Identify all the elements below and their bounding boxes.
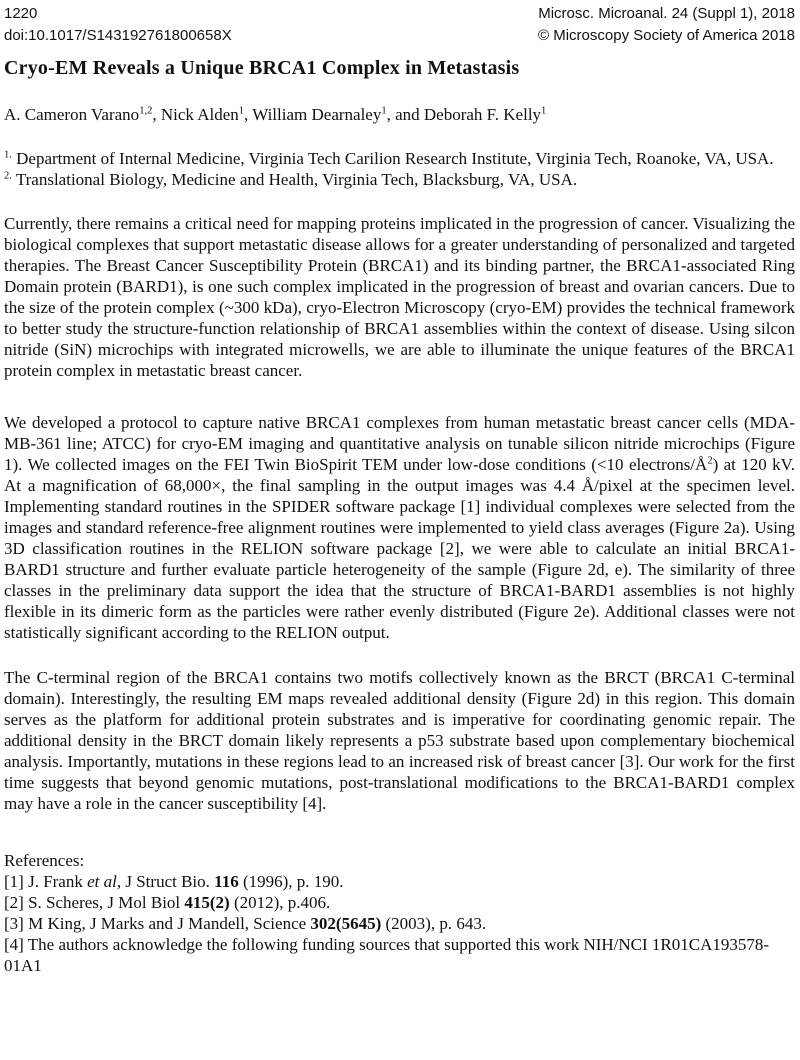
page-header — [4, 3, 795, 47]
copyright-notice: © Microscopy Society of America 2018 — [538, 27, 795, 44]
affiliations-block — [4, 148, 795, 190]
header-right — [538, 3, 795, 47]
reference-item-4: [4] The authors acknowledge the following funding sources that supported this work NIH/NCI 1R01CA193578-01A1 — [4, 935, 770, 975]
paragraph-methods: We developed a protocol to capture native BRCA1 complexes from human metastatic breast cancer cells (MDA-MB-361 line; ATCC) for cryo-EM imaging and quantitative analysis on tunable silicon nitride microchips (Figure 1). We collected images on the FEI Twin BioSpirit TEM under low-dose conditions (<10 electrons/$Å^2$) at 120 kV. At a magnification of 68,000×, the final sampling in the output images was 4.4 Å/pixel at the specimen level. Implementing standard routines in the SPIDER software package [1] individual complexes were selected from the images and standard reference-free alignment routines were implemented to yield class averages (Figure 2a). Using 3D classification routines in the RELION software package [2], we were able to calculate an initial BRCA1-BARD1 structure and further evaluate particle heterogeneity of the sample (Figure 2d, e). The similarity of three classes in the preliminary data support the idea that the structure of BRCA1-BARD1 assemblies is not highly flexible in its dimeric form as the particles were rather evenly distributed (Figure 2e). Additional classes were not statistically significant according to the RELION output. — [4, 413, 796, 642]
affiliation-2: $^{2.}$ Translational Biology, Medicine and Health, Virginia Tech, Blacksburg, VA, USA. — [4, 170, 578, 189]
references-heading: References: — [4, 851, 85, 870]
doi: doi:10.1017/S143192761800658X — [4, 27, 232, 44]
journal-citation: Microsc. Microanal. 24 (Suppl 1), 2018 — [538, 5, 795, 22]
header-left — [4, 3, 232, 47]
reference-item-3: [3] M King, J Marks and J Mandell, Science 302(5645) (2003), p. 643. — [4, 914, 487, 933]
reference-item-1: [1] J. Frank et al, J Struct Bio. 116 (1996), p. 190. — [4, 872, 344, 891]
affiliation-1: $^{1.}$ Department of Internal Medicine, Virginia Tech Carilion Research Institute, Virginia Tech, Roanoke, VA, USA. — [4, 149, 774, 168]
paragraph-intro: Currently, there remains a critical need for mapping proteins implicated in the progression of cancer. Visualizing the biological complexes that support metastatic disease allows for a greater understanding of personalized and targeted therapies. The Breast Cancer Susceptibility Protein (BRCA1) and its binding partner, the BRCA1-associated Ring Domain protein (BARD1), is one such complex implicated in the progression of breast and ovarian cancers. Due to the size of the protein complex (~300 kDa), cryo-Electron Microscopy (cryo-EM) provides the technical framework to better study the structure-function relationship of BRCA1 assemblies within the context of disease. Using silcon nitride (SiN) microchips with integrated microwells, we are able to illuminate the unique features of the BRCA1 protein complex in metastatic breast cancer. — [4, 214, 795, 380]
page-number: 1220 — [4, 5, 38, 22]
reference-item-2: [2] S. Scheres, J Mol Biol 415(2) (2012), p.406. — [4, 893, 331, 912]
paragraph-discussion: The C-terminal region of the BRCA1 contains two motifs collectively known as the BRCT (BRCA1 C-terminal domain). Interestingly, the resulting EM maps revealed additional density (Figure 2d) in this region. This domain serves as the platform for additional protein substrates and is imperative for coordinating genomic repair. The additional density in the BRCT domain likely represents a p53 substrate based upon complementary biochemical analysis. Importantly, mutations in these regions lead to an increased risk of breast cancer [3]. Our work for the first time suggests that beyond genomic mutations, post-translational modifications to the BRCA1-BARD1 complex may have a role in the cancer susceptibility [4]. — [4, 668, 795, 813]
references-section — [4, 850, 795, 976]
paper-title: Cryo-EM Reveals a Unique BRCA1 Complex in Metastasis — [4, 57, 520, 79]
authors-line: A. Cameron Varano$^{1,2}$, Nick Alden$^1$, William Dearnaley$^1$, and Deborah F. Kelly$^1$ — [4, 105, 547, 124]
